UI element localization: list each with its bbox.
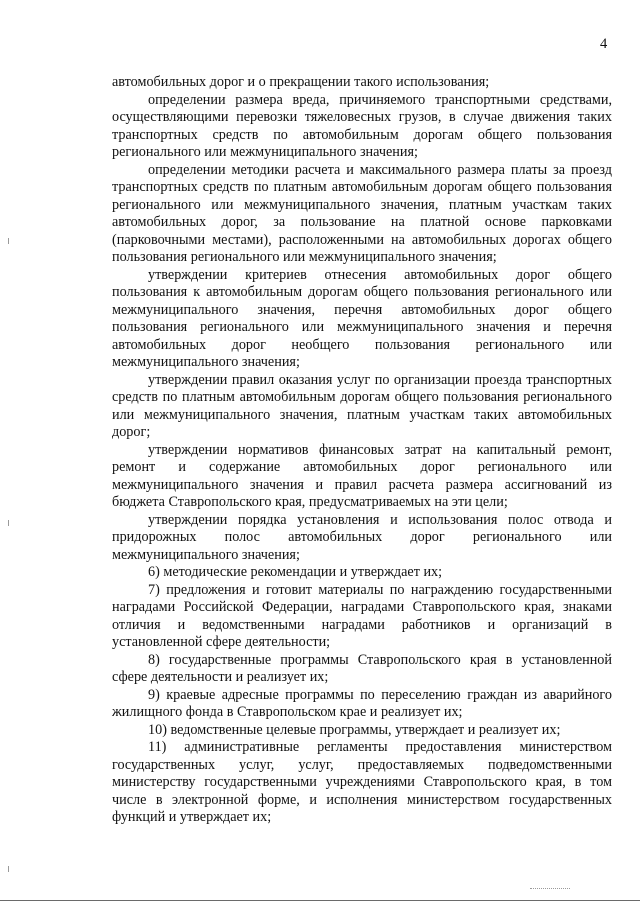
document-body [112,74,612,827]
paragraph-item-9: 9) краевые адресные программы по переселению граждан из аварийного жилищного фонда в Ставропольском крае и реализует их; [112,686,612,720]
paragraph-item-10: 10) ведомственные целевые программы, утверждает и реализует их; [148,721,561,738]
scan-margin-mark [8,520,9,526]
paragraph-financial-norms: утверждении нормативов финансовых затрат на капитальный ремонт, ремонт и содержание автомобильных дорог регионального или межмуниципального значения и правил расчета размера ассигнований из бюджета Ставропольского края, предусматриваемых на эти цели; [112,441,612,510]
paragraph-road-criteria: утверждении критериев отнесения автомобильных дорог общего пользования к автомобильным дорогам общего пользования регионального или межмуниципального значения, перечня автомобильных дорог общего пользования регионального или межмуниципального значения и перечня автомобильных дорог необщего пользования регионального или межмуниципального значения; [112,266,612,370]
paragraph-fee-method: определении методики расчета и максимального размера платы за проезд транспортных средств по платным автомобильным дорогам общего пользования регионального или межмуниципального значения, платным участкам таких автомобильных дорог, за пользование на платной основе парковками (парковочными местами), расположенными на автомобильных дорогах общего пользования регионального или межмуниципального значения; [112,161,612,265]
paragraph-item-11: 11) административные регламенты предоставления министерством государственных услуг, услуг, предоставляемых подведомственными министерству государственными учреждениями Ставропольского края, в том числе в электронной форме, и исполнения министерством государственных функций и утверждает их; [112,739,612,825]
paragraph-continuation: автомобильных дорог и о прекращении такого использования; [112,74,490,90]
paragraph-item-7: 7) предложения и готовит материалы по награждению государственными наградами Российской Федерации, наградами Ставропольского края, знаками отличия и ведомственными наградами работников и организаций в установленной сфере деятельности; [112,581,612,650]
page-bottom-edge [0,900,640,901]
paragraph-item-6: 6) методические рекомендации и утверждает их; [148,564,443,580]
scan-dotted-mark [530,888,570,890]
page-number: 4 [600,36,608,52]
paragraph-right-of-way: утверждении порядка установления и использования полос отвода и придорожных полос автомобильных дорог регионального или межмуниципального значения; [112,511,612,563]
paragraph-service-rules: утверждении правил оказания услуг по организации проезда транспортных средств по платным автомобильным дорогам общего пользования регионального или межмуниципального значения, платным участкам таких автомобильных дорог; [112,371,612,440]
scan-margin-mark [8,238,9,244]
paragraph-item-8: 8) государственные программы Ставропольского края в установленной сфере деятельности и реализует их; [112,651,612,685]
paragraph-damage-size: определении размера вреда, причиняемого транспортными средствами, осуществляющими перевозки тяжеловесных грузов, в случае движения таких транспортных средств по автомобильным дорогам общего пользования регионального или межмуниципального значения; [112,91,612,160]
scan-margin-mark [8,866,9,872]
